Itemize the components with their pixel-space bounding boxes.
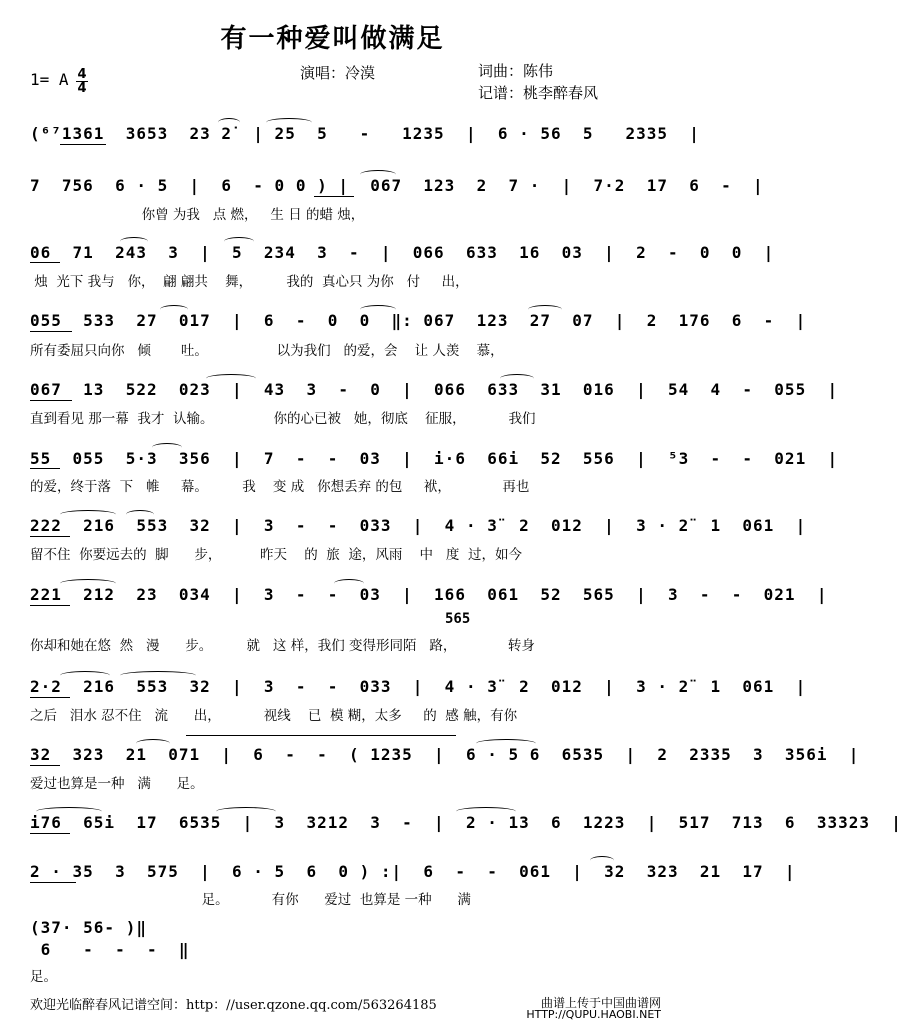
beam-mark: [314, 196, 354, 197]
slur-mark: [60, 579, 116, 588]
slur-mark: [136, 739, 170, 748]
slur-mark: [334, 579, 364, 588]
score-row-12-lyrics: 足。 有你 爱过 也算是 一种 满: [30, 892, 471, 908]
time-signature-top: 4: [77, 67, 87, 82]
transcriber-credit: 记谱：桃李醉春风: [478, 84, 599, 102]
score-row-11-notes: i76 65i 17 6535 | 3 3212 3 - | 2 · 13 6 1223 | 517 713 6 33323 |: [30, 813, 902, 832]
slur-mark: [528, 305, 562, 314]
alternate-notes: 565: [445, 611, 471, 627]
score-row-3-lyrics: 烛 光下 我与 你， 翩 翩共 舞， 我的 真心只 为你 付 出，: [30, 274, 469, 290]
score-row-10-lyrics: 爱过也算是一种 满 足。: [30, 776, 204, 792]
beam-mark: [30, 536, 70, 537]
beam-mark: [60, 144, 106, 145]
slur-mark: [60, 671, 110, 680]
score-row-2-lyrics: 你曾 为我 点 燃， 生 日 的蜡 烛，: [30, 207, 365, 223]
score-row-5-notes: 067 13 522 023 | 43 3 - 0 | 066 633 31 016 | 54 4 - 055 |: [30, 380, 839, 399]
slur-mark: [218, 118, 240, 127]
beam-mark: [30, 262, 60, 263]
slur-mark: [126, 510, 154, 519]
slur-mark: [60, 510, 116, 519]
beam-mark: [30, 765, 60, 766]
score-row-5-lyrics: 直到看见 那一幕 我才 认输。 你的心已被 她，彻底 征服， 我们: [30, 411, 536, 427]
score-row-12-notes: 2 · 35 3 575 | 6 · 5 6 0 ) :| 6 - - 061 | 32 323 21 17 |: [30, 862, 796, 881]
site-stamp-line2: HTTP://QUPU.HAOBI.NET: [526, 1008, 661, 1021]
beam-mark: [30, 882, 76, 883]
score-row-13-notes: (37· 56- )‖: [30, 918, 147, 937]
score-row-6-notes: 55 055 5·3 356 | 7 - - 03 | i·6 66i 52 556 | ⁵3 - - 021 |: [30, 449, 839, 468]
score-row-6-lyrics: 的爱，终于落 下 帷 幕。 我 变 成 你想丢弃 的包 袱， 再也: [30, 479, 530, 495]
score-row-14-lyrics: 足。: [30, 969, 57, 985]
score-row-3-notes: 06 71 243 3 | 5 234 3 - | 066 633 16 03 | 2 - 0 0 |: [30, 243, 775, 262]
score-row-2-notes: 7 756 6 · 5 | 6 - 0 0 ) | 067 123 2 7 · | 7·2 17 6 - |: [30, 176, 764, 195]
slur-mark: [456, 807, 516, 816]
composer-credit: 词曲：陈伟: [478, 62, 554, 80]
beam-mark: [30, 400, 72, 401]
slur-mark: [500, 374, 534, 383]
slur-mark: [266, 118, 312, 127]
slur-mark: [360, 305, 396, 314]
score-row-8-lyrics: 你却和她在悠 然 漫 步。 就 这 样，我们 变得形同陌 路， 转身: [30, 638, 535, 654]
footer-text: 欢迎光临醉春风记谱空间：http：//user.qzone.qq.com/563264185: [30, 998, 437, 1013]
score-row-9-notes: 2·2 216 553 32 | 3 - - 033 | 4 · 3̈ 2 012 | 3 · 2̈ 1 061 |: [30, 677, 807, 696]
score-row-10-notes: 32 323 21 071 | 6 - - ( 1235 | 6 · 5 6 6535 | 2 2335 3 356i |: [30, 745, 860, 764]
slur-mark: [360, 170, 396, 179]
singer-credit: 演唱：冷漠: [300, 64, 376, 82]
slur-mark: [590, 856, 614, 865]
score-row-1-notes: (⁶⁷1361 3653 23 2̇ | 25 5 - 1235 | 6 · 56 5 2335 |: [30, 124, 700, 143]
slur-mark: [120, 671, 196, 680]
score-row-9-lyrics: 之后 泪水 忍不住 流 出， 视线 已 模 糊，太多 的 感 触，有你: [30, 708, 518, 724]
beam-mark: [30, 331, 72, 332]
slur-mark: [476, 739, 536, 748]
beam-mark: [30, 697, 70, 698]
score-row-4-lyrics: 所有委屈只向你 倾 吐。 以为我们 的爱，会 让 人羡 慕，: [30, 343, 504, 359]
slur-mark: [120, 237, 148, 246]
song-title: 有一种爱叫做满足: [220, 24, 445, 54]
site-stamp-line1: 曲谱上传于中国曲谱网: [540, 996, 661, 1010]
site-stamp: [526, 997, 661, 1021]
slur-mark: [36, 807, 102, 816]
score-row-8-notes: 221 212 23 034 | 3 - - 03 | 166 061 52 565 | 3 - - 021 |: [30, 585, 828, 604]
slur-mark: [224, 237, 254, 246]
score-row-7-notes: 222 216 553 32 | 3 - - 033 | 4 · 3̈ 2 012 | 3 · 2̈ 1 061 |: [30, 516, 807, 535]
slur-mark: [206, 374, 256, 383]
key-signature: 1= A: [30, 70, 69, 89]
interlude-bracket: [186, 735, 456, 736]
slur-mark: [152, 443, 182, 452]
beam-mark: [30, 468, 60, 469]
score-row-14-notes: 6 - - - ‖: [30, 940, 190, 959]
beam-mark: [30, 605, 70, 606]
time-signature-bottom: 4: [77, 81, 87, 96]
time-signature: [76, 68, 88, 95]
score-row-7-lyrics: 留不住 你要远去的 脚 步， 昨天 的 旅 途，风雨 中 度 过，如今: [30, 547, 522, 563]
beam-mark: [30, 833, 70, 834]
score-row-4-notes: 055 533 27 017 | 6 - 0 0 ‖: 067 123 27 07 | 2 176 6 - |: [30, 311, 807, 330]
slur-mark: [160, 305, 188, 314]
slur-mark: [216, 807, 276, 816]
